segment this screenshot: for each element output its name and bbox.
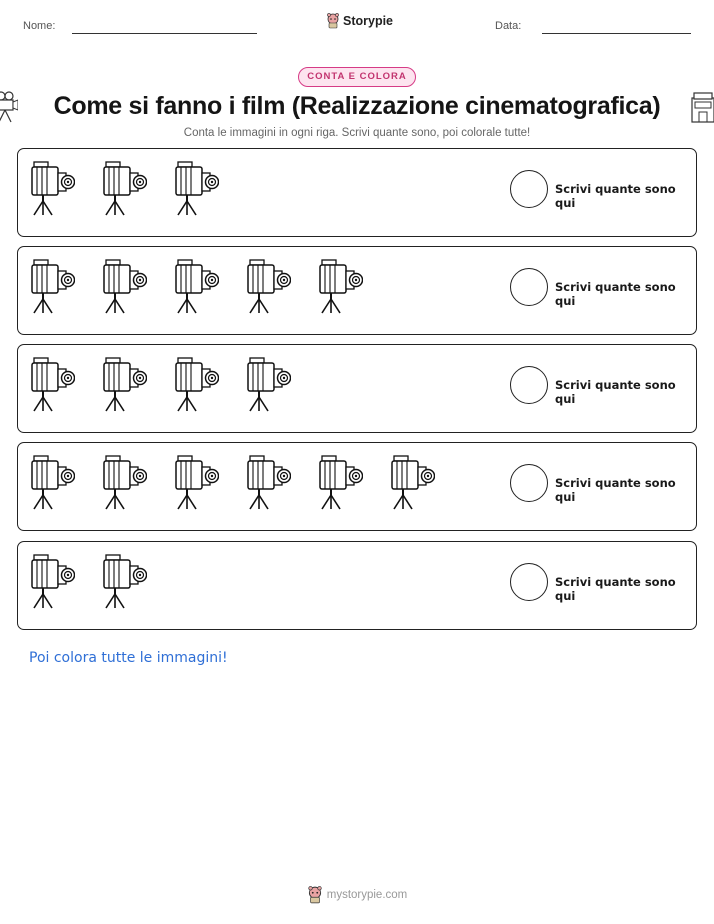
counting-row-4	[17, 442, 697, 531]
page-title: Come si fanno i film (Realizzazione cinematografica)	[53, 92, 661, 120]
answer-label: Scrivi quante sono qui	[555, 476, 676, 504]
movie-camera-icon	[30, 453, 75, 511]
answer-circle[interactable]	[510, 366, 548, 404]
row-icons	[30, 552, 147, 610]
footer	[0, 886, 714, 904]
cinema-building-decoration-icon	[690, 90, 714, 124]
name-line[interactable]	[72, 33, 257, 34]
page-subtitle: Conta le immagini in ogni riga. Scrivi quante sono, poi colorale tutte!	[183, 127, 531, 139]
answer-circle[interactable]	[510, 464, 548, 502]
category-badge: CONTA E COLORA	[298, 67, 416, 87]
counting-row-1	[17, 148, 697, 237]
movie-camera-icon	[102, 552, 147, 610]
coloring-instruction: Poi colora tutte le immagini!	[29, 650, 228, 666]
storypie-mascot-icon	[307, 886, 323, 904]
movie-camera-icon	[246, 257, 291, 315]
movie-camera-icon	[174, 257, 219, 315]
counting-row-2	[17, 246, 697, 335]
row-icons	[30, 159, 219, 217]
movie-camera-icon	[30, 257, 75, 315]
footer-url: mystorypie.com	[326, 889, 408, 901]
answer-circle[interactable]	[510, 170, 548, 208]
movie-camera-icon	[246, 355, 291, 413]
movie-camera-icon	[102, 257, 147, 315]
movie-camera-icon	[30, 355, 75, 413]
counting-row-3	[17, 344, 697, 433]
answer-circle[interactable]	[510, 268, 548, 306]
movie-camera-icon	[102, 159, 147, 217]
row-icons	[30, 257, 363, 315]
storypie-mascot-icon	[326, 13, 340, 29]
answer-circle[interactable]	[510, 563, 548, 601]
answer-label: Scrivi quante sono qui	[555, 280, 676, 308]
date-line[interactable]	[542, 33, 691, 34]
movie-camera-icon	[30, 159, 75, 217]
answer-label: Scrivi quante sono qui	[555, 575, 676, 603]
movie-camera-icon	[102, 355, 147, 413]
movie-camera-icon	[390, 453, 435, 511]
movie-camera-icon	[318, 257, 363, 315]
counting-row-5	[17, 541, 697, 630]
movie-camera-icon	[318, 453, 363, 511]
brand-logo	[326, 13, 393, 29]
name-label: Nome:	[23, 20, 56, 32]
row-icons	[30, 355, 291, 413]
date-label: Data:	[495, 20, 522, 32]
movie-camera-icon	[174, 453, 219, 511]
row-icons	[30, 453, 435, 511]
movie-camera-icon	[174, 355, 219, 413]
answer-label: Scrivi quante sono qui	[555, 182, 676, 210]
movie-camera-icon	[30, 552, 75, 610]
answer-label: Scrivi quante sono qui	[555, 378, 676, 406]
movie-camera-icon	[102, 453, 147, 511]
brand-name: Storypie	[343, 14, 394, 28]
movie-camera-icon	[174, 159, 219, 217]
movie-camera-icon	[246, 453, 291, 511]
